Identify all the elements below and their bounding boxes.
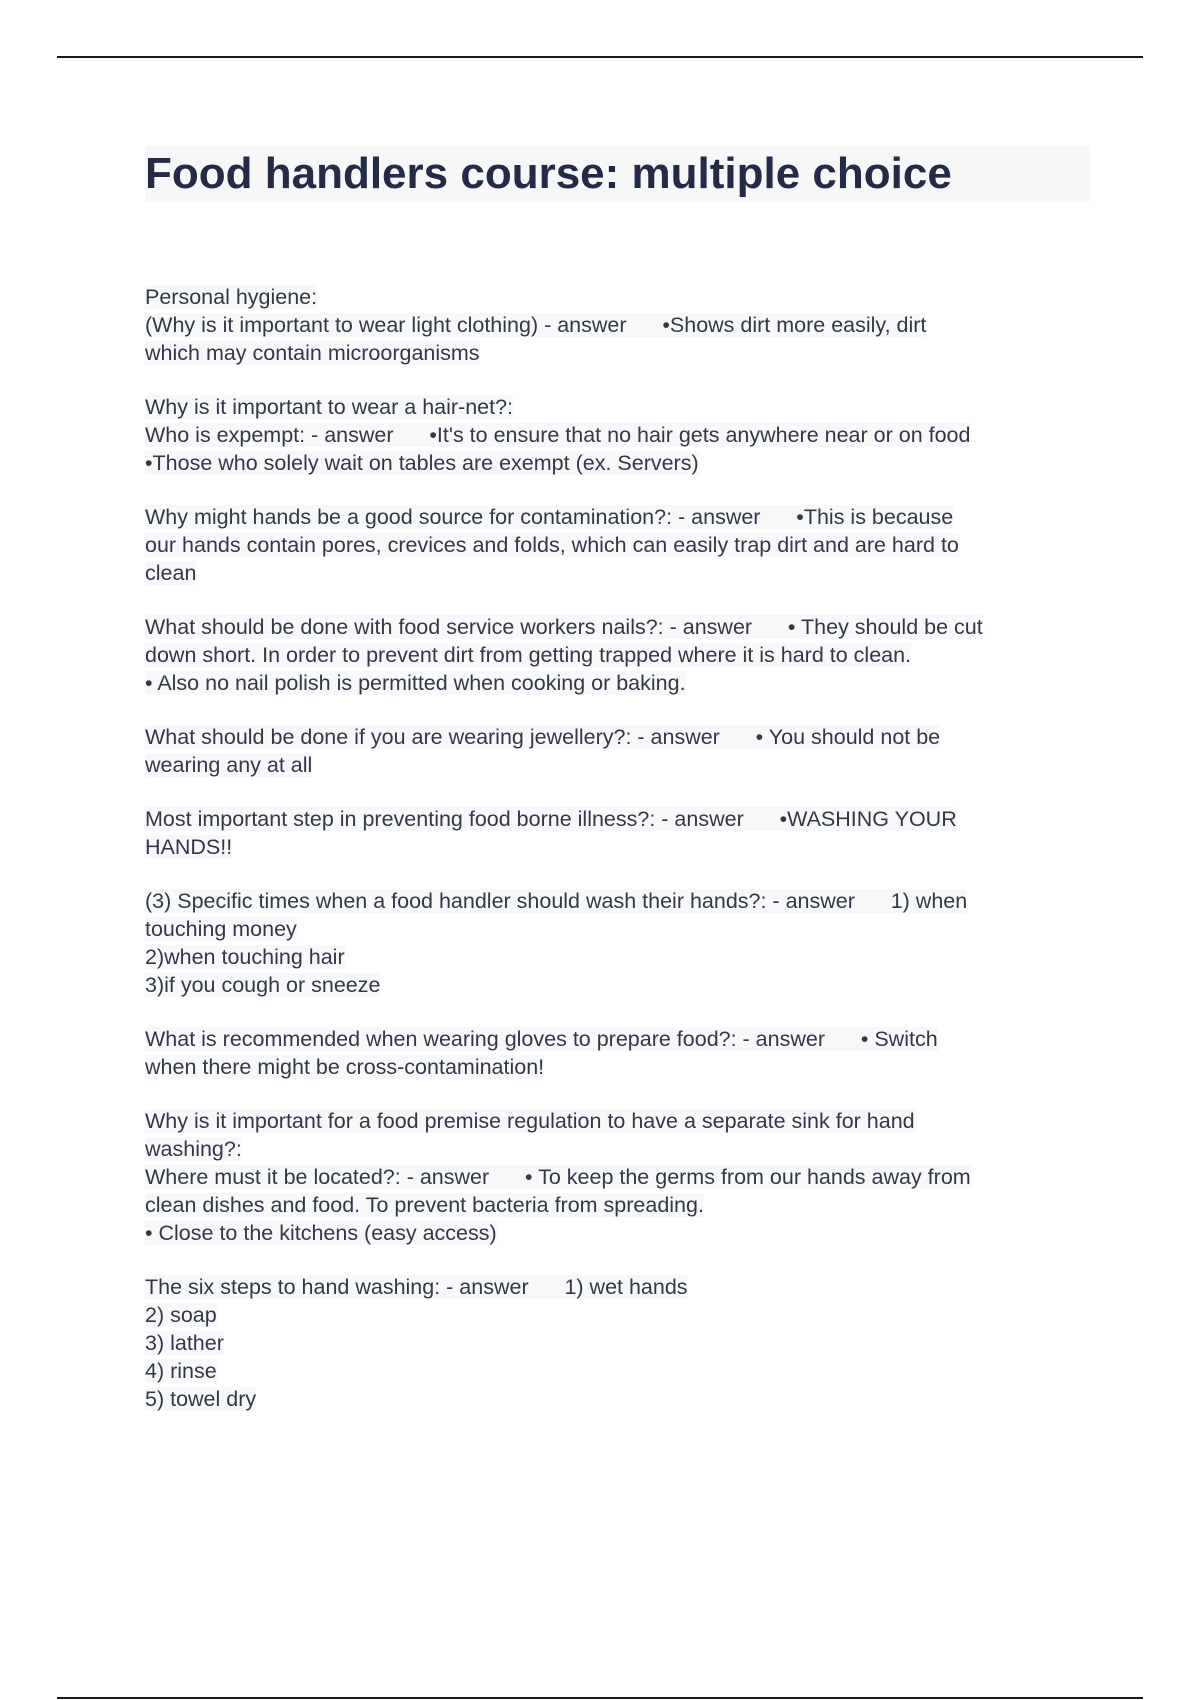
qa-line: clean xyxy=(145,561,197,585)
qa-item xyxy=(145,723,1090,779)
qa-line: What is recommended when wearing gloves to prepare food?: - answer • Switch xyxy=(145,1027,938,1051)
qa-line: (3) Specific times when a food handler should wash their hands?: - answer 1) when xyxy=(145,889,968,913)
qa-line: wearing any at all xyxy=(145,753,313,777)
qa-item xyxy=(145,1273,1090,1413)
qa-line: 2) soap xyxy=(145,1303,217,1327)
qa-line: 3)if you cough or sneeze xyxy=(145,973,381,997)
qa-line: which may contain microorganisms xyxy=(145,341,480,365)
qa-line: What should be done with food service workers nails?: - answer • They should be cut xyxy=(145,615,983,639)
qa-line: our hands contain pores, crevices and folds, which can easily trap dirt and are hard to xyxy=(145,533,959,557)
qa-line: What should be done if you are wearing jewellery?: - answer • You should not be xyxy=(145,725,941,749)
qa-line: 2)when touching hair xyxy=(145,945,345,969)
qa-line: Where must it be located?: - answer • To keep the germs from our hands away from xyxy=(145,1165,971,1189)
qa-line: Why is it important for a food premise regulation to have a separate sink for hand xyxy=(145,1109,915,1133)
qa-item xyxy=(145,283,1090,367)
qa-line: down short. In order to prevent dirt from getting trapped where it is hard to clean. xyxy=(145,643,912,667)
qa-line: • Close to the kitchens (easy access) xyxy=(145,1221,497,1245)
top-rule xyxy=(57,56,1143,58)
qa-line: touching money xyxy=(145,917,297,941)
qa-line: when there might be cross-contamination! xyxy=(145,1055,545,1079)
qa-line: • Also no nail polish is permitted when cooking or baking. xyxy=(145,671,686,695)
qa-line: Personal hygiene: xyxy=(145,285,318,309)
qa-line: Who is expempt: - answer •It's to ensure that no hair gets anywhere near or on food xyxy=(145,423,971,447)
qa-line: Why might hands be a good source for contamination?: - answer •This is because xyxy=(145,505,954,529)
qa-line: Most important step in preventing food borne illness?: - answer •WASHING YOUR xyxy=(145,807,957,831)
qa-item xyxy=(145,887,1090,999)
qa-line: HANDS!! xyxy=(145,835,233,859)
qa-line: clean dishes and food. To prevent bacteria from spreading. xyxy=(145,1193,704,1217)
qa-item xyxy=(145,1107,1090,1247)
qa-line: 3) lather xyxy=(145,1331,224,1355)
qa-item xyxy=(145,613,1090,697)
qa-item xyxy=(145,503,1090,587)
qa-line: 5) towel dry xyxy=(145,1387,257,1411)
bottom-rule xyxy=(57,1697,1143,1699)
qa-item xyxy=(145,1025,1090,1081)
qa-line: 4) rinse xyxy=(145,1359,217,1383)
qa-line: •Those who solely wait on tables are exempt (ex. Servers) xyxy=(145,451,699,475)
qa-item xyxy=(145,805,1090,861)
qa-line: The six steps to hand washing: - answer 1) wet hands xyxy=(145,1275,688,1299)
document-title: Food handlers course: multiple choice xyxy=(145,146,1090,202)
qa-list xyxy=(145,283,1090,1439)
qa-line: (Why is it important to wear light clothing) - answer •Shows dirt more easily, dirt xyxy=(145,313,927,337)
qa-item xyxy=(145,393,1090,477)
qa-line: Why is it important to wear a hair-net?: xyxy=(145,395,514,419)
qa-line: washing?: xyxy=(145,1137,242,1161)
